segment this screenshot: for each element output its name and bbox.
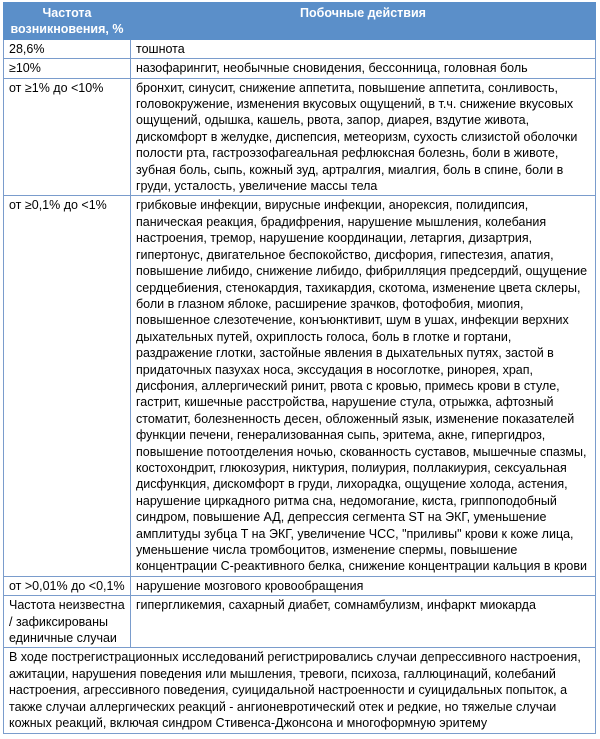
frequency-cell: 28,6% xyxy=(4,39,131,58)
header-frequency: Частота возникновения, % xyxy=(4,3,131,40)
effects-cell: нарушение мозгового кровообращения xyxy=(131,576,596,595)
table-row xyxy=(4,196,596,576)
effects-cell: назофарингит, необычные сновидения, бессонница, головная боль xyxy=(131,59,596,78)
effects-cell: гипергликемия, сахарный диабет, сомнамбулизм, инфаркт миокарда xyxy=(131,596,596,648)
frequency-cell: от ≥1% до <10% xyxy=(4,78,131,196)
effects-cell: бронхит, синусит, снижение аппетита, повышение аппетита, сонливость, головокружение, изменения вкусовых ощущений, в т.ч. снижение вкусовых ощущений, одышка, кашель, рвота, запор, диарея, вздутие живота, дискомфорт в желудке, диспепсия, метеоризм, сухость слизистой оболочки полости рта, гастроэзофагеальная рефлюксная болезнь, боли в животе, зубная боль, сыпь, кожный зуд, артралгия, миалгия, боль в спине, боли в груди, усталость, увеличение массы тела xyxy=(131,78,596,196)
frequency-cell: Частота неизвестна / зафиксированы единичные случаи xyxy=(4,596,131,648)
table-row xyxy=(4,39,596,58)
effects-cell: грибковые инфекции, вирусные инфекции, анорексия, полидипсия, паническая реакция, брадифрения, нарушение мышления, колебания настроения, тремор, нарушение координации, летаргия, дизартрия, гипертонус, двигательное беспокойство, дисфория, гипестезия, апатия, повышение либидо, снижение либидо, фибрилляция предсердий, ощущение сердцебиения, стенокардия, тахикардия, скотома, изменение цвета склеры, боли в глазном яблоке, расширение зрачков, фотофобия, миопия, повышенное слезотечение, конъюнктивит, шум в ушах, инфекции верхних дыхательных путей, охриплость голоса, боль в глотке и гортани, раздражение глотки, застойные явления в дыхательных путях, застой в придаточных пазухах носа, экссудация в носоглотке, ринорея, храп, дисфония, аллергический ринит, рвота с кровью, примесь крови в стуле, гастрит, кишечные расстройства, нарушение стула, отрыжка, афтозный стоматит, болезненность десен, обложенный язык, изменение показателей функции печени, генерализованная сыпь, эритема, акне, гипергидроз, повышение потоотделения ночью, скованность суставов, мышечные спазмы, костохондрит, глюкозурия, никтурия, полиурия, поллакиурия, сексуальная дисфункция, дискомфорт в груди, лихорадка, ощущение холода, астения, нарушение циркадного ритма сна, недомогание, киста, гриппоподобный синдром, повышение АД, депрессия сегмента ST на ЭКГ, уменьшение амплитуды зубца T на ЭКГ, увеличение ЧСС, "приливы" крови к коже лица, уменьшение числа тромбоцитов, изменение спермы, повышение концентрации С-реактивного белка, снижение концентрации кальция в крови xyxy=(131,196,596,576)
table-row xyxy=(4,78,596,196)
postmarketing-note: В ходе пострегистрационных исследований регистрировались случаи депрессивного настроения, ажитации, нарушения поведения или мышления, тревоги, психоза, галлюцинаций, колебаний настроения, агрессивного поведения, суицидальной настроенности и суицидальных попыток, а также случаи аллергических реакций - ангионевротический отек и редкие, но тяжелые случаи кожных реакций, включая синдром Стивенса-Джонсона и многоформную эритему xyxy=(4,648,596,734)
table-row xyxy=(4,576,596,595)
header-effects: Побочные действия xyxy=(131,3,596,40)
frequency-cell: от >0,01% до <0,1% xyxy=(4,576,131,595)
side-effects-table xyxy=(3,2,596,734)
frequency-cell: от ≥0,1% до <1% xyxy=(4,196,131,576)
frequency-cell: ≥10% xyxy=(4,59,131,78)
effects-cell: тошнота xyxy=(131,39,596,58)
table-row xyxy=(4,59,596,78)
table-row xyxy=(4,596,596,648)
header-row xyxy=(4,3,596,40)
note-row xyxy=(4,648,596,734)
